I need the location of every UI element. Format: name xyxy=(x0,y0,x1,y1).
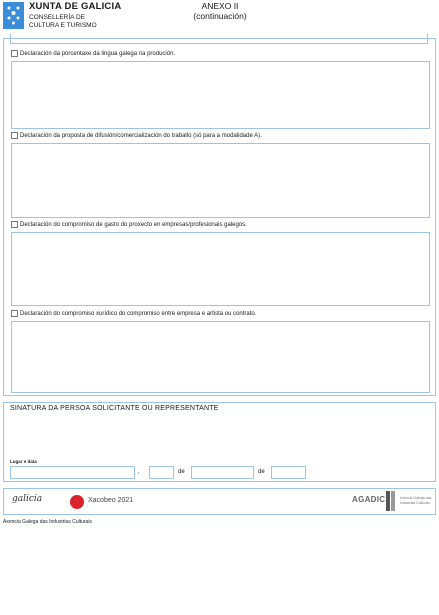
agadic-mark-icon-2 xyxy=(391,491,395,511)
section-1-header xyxy=(11,50,175,57)
section-2-checkbox[interactable] xyxy=(11,132,18,139)
section-1-checkbox[interactable] xyxy=(11,50,18,57)
comma-separator: , xyxy=(138,469,140,475)
xacobeo-icon xyxy=(70,495,84,509)
agadic-logo: AGADIC xyxy=(352,495,386,504)
year-field[interactable] xyxy=(271,466,306,479)
de-separator-1: de xyxy=(178,469,185,475)
galicia-logo: galicia xyxy=(12,494,43,504)
annex-title: ANEXO II xyxy=(201,1,239,11)
section-3-checkbox[interactable] xyxy=(11,221,18,228)
xacobeo-logo: Xacobeo 2021 xyxy=(88,497,134,504)
department-name xyxy=(29,14,97,30)
section-2-header xyxy=(11,132,262,139)
section-2-label: Declaración da proposta de difusión/comercialización do traballo (só para a modalidade A). xyxy=(20,132,262,139)
department-line-2: CULTURA E TURISMO xyxy=(29,22,97,29)
agency-line: Axencia Galega das Industrias Culturais xyxy=(3,519,92,525)
place-date-label: Lugar e data xyxy=(10,459,37,464)
signature-title: SINATURA DA PERSOA SOLICITANTE OU REPRESENTANTE xyxy=(10,405,219,412)
place-field[interactable] xyxy=(10,466,135,479)
section-4-textarea[interactable] xyxy=(11,321,430,393)
section-4-label: Declaración do compromiso xurídico do compromiso entre empresa e artista ou contrato. xyxy=(20,310,257,317)
month-field[interactable] xyxy=(191,466,254,479)
section-4-header xyxy=(11,310,256,317)
agadic-small-text: Axencia Galega das Industrias Culturais xyxy=(400,496,432,505)
section-1-label: Declaración da porcentaxe da lingua galega na produción. xyxy=(20,50,176,57)
xunta-logo-icon xyxy=(3,2,24,29)
section-2-textarea[interactable] xyxy=(11,143,430,218)
annex-heading xyxy=(160,1,280,21)
day-field[interactable] xyxy=(149,466,174,479)
section-3-label: Declaración do compromiso de gasto do proxecto en empresas/profesionais galegos. xyxy=(20,221,247,228)
section-3-header xyxy=(11,221,247,228)
section-3-textarea[interactable] xyxy=(11,232,430,306)
department-line-1: CONSELLERÍA DE xyxy=(29,14,85,21)
continued-box-edge xyxy=(10,34,428,44)
org-name: XUNTA DE GALICIA xyxy=(29,1,122,12)
agadic-mark-icon xyxy=(386,491,390,511)
section-1-textarea[interactable] xyxy=(11,61,430,129)
de-separator-2: de xyxy=(258,469,265,475)
section-4-checkbox[interactable] xyxy=(11,310,18,317)
annex-subtitle: (continuación) xyxy=(193,11,247,21)
